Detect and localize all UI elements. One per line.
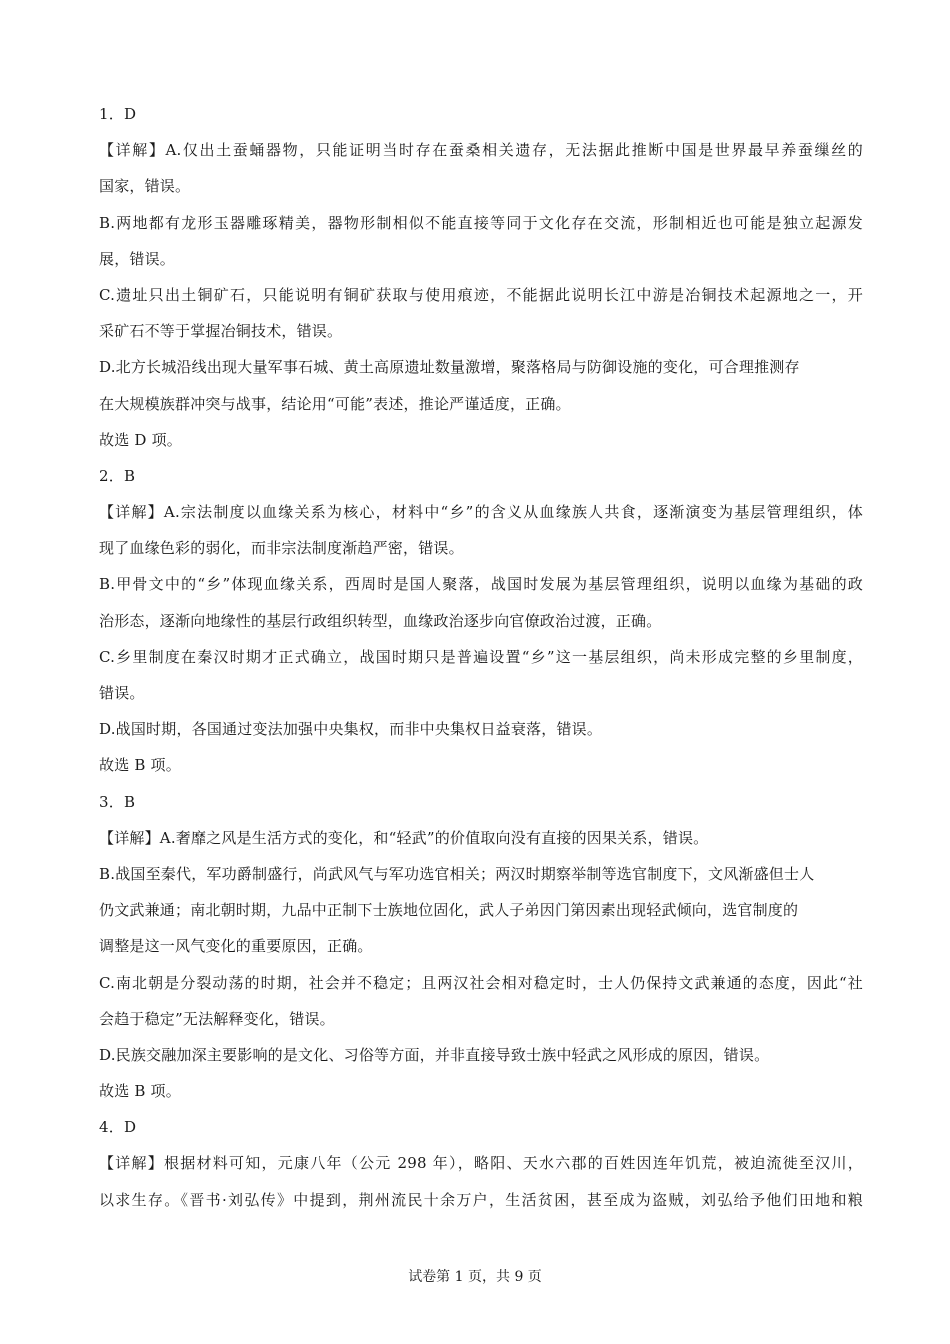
text-line: 错误。 [99,684,145,702]
text-line: C.南北朝是分裂动荡的时期，社会并不稳定；且两汉社会相对稳定时，士人仍保持文武兼通的态度，因此“社 [99,973,863,992]
text-line: 仍文武兼通；南北朝时期，九品中正制下士族地位固化，武人子弟因门第因素出现轻武倾向，选官制度的 [99,901,799,920]
text-line: C.乡里制度在秦汉时期才正式确立，战国时期只是普遍设置“乡”这一基层组织，尚未形成完整的乡里制度， [99,647,863,666]
text-line: 以求生存。《晋书·刘弘传》中提到，荆州流民十余万户，生活贫困，甚至成为盗贼，刘弘给予他们田地和粮 [99,1190,863,1209]
text-line: B.甲骨文中的“乡”体现血缘关系，西周时是国人聚落，战国时发展为基层管理组织，说明以血缘为基础的政 [99,575,863,594]
text-line: 展，错误。 [99,249,176,268]
text-line: 【详解】A.宗法制度以血缘关系为核心，材料中“乡”的含义从血缘族人共食，逐渐演变为基层管理组织，体 [99,503,863,522]
question-number: 4．D [99,1118,137,1137]
text-line: 【详解】根据材料可知，元康八年（公元 298 年），略阳、天水六郡的百姓因连年饥荒，被迫流徙至汉川， [99,1154,863,1173]
text-line: 治形态，逐渐向地缘性的基层行政组织转型，血缘政治逐步向官僚政治过渡，正确。 [99,611,662,630]
page-footer: 试卷第 1 页，共 9 页 [408,1269,542,1285]
question-number: 1．D [99,105,137,123]
text-line: 在大规模族群冲突与战事，结论用“可能”表述，推论严谨适度，正确。 [99,394,571,413]
text-line: D.战国时期，各国通过变法加强中央集权，而非中央集权日益衰落，错误。 [99,720,603,739]
text-line: 调整是这一风气变化的重要原因，正确。 [99,937,373,956]
text-line: 【详解】A.仅出土蚕蛹器物，只能证明当时存在蚕桑相关遗存，无法据此推断中国是世界最早养蚕缫丝的 [99,141,863,160]
text-line: 故选 B 项。 [99,1082,181,1101]
text-line: 故选 B 项。 [99,756,181,775]
text-line: 会趋于稳定”无法解释变化，错误。 [99,1009,335,1028]
answer-content [99,96,863,1218]
text-line: D.民族交融加深主要影响的是文化、习俗等方面，并非直接导致士族中轻武之风形成的原因，错误。 [99,1045,770,1064]
text-line: B.两地都有龙形玉器雕琢精美，器物形制相似不能直接等同于文化存在交流，形制相近也可能是独立起源发 [99,213,863,232]
text-line: B.战国至秦代，军功爵制盛行，尚武风气与军功选官相关；两汉时期察举制等选官制度下，文风渐盛但士人 [99,864,815,883]
text-line: 【详解】A.奢靡之风是生活方式的变化，和“轻武”的价值取向没有直接的因果关系，错误。 [99,828,709,847]
text-line: 国家，错误。 [99,177,191,196]
text-line: 现了血缘色彩的弱化，而非宗法制度渐趋严密，错误。 [99,539,464,558]
text-line: 采矿石不等于掌握冶铜技术，错误。 [99,322,343,341]
text-line: D.北方长城沿线出现大量军事石城、黄土高原遗址数量激增，聚落格局与防御设施的变化，可合理推测存 [99,358,800,377]
text-line: C.遗址只出土铜矿石，只能说明有铜矿获取与使用痕迹，不能据此说明长江中游是冶铜技术起源地之一，开 [99,285,863,304]
text-line: 故选 D 项。 [99,430,182,449]
question-number: 3．B [99,792,136,811]
question-number: 2．B [99,466,136,485]
